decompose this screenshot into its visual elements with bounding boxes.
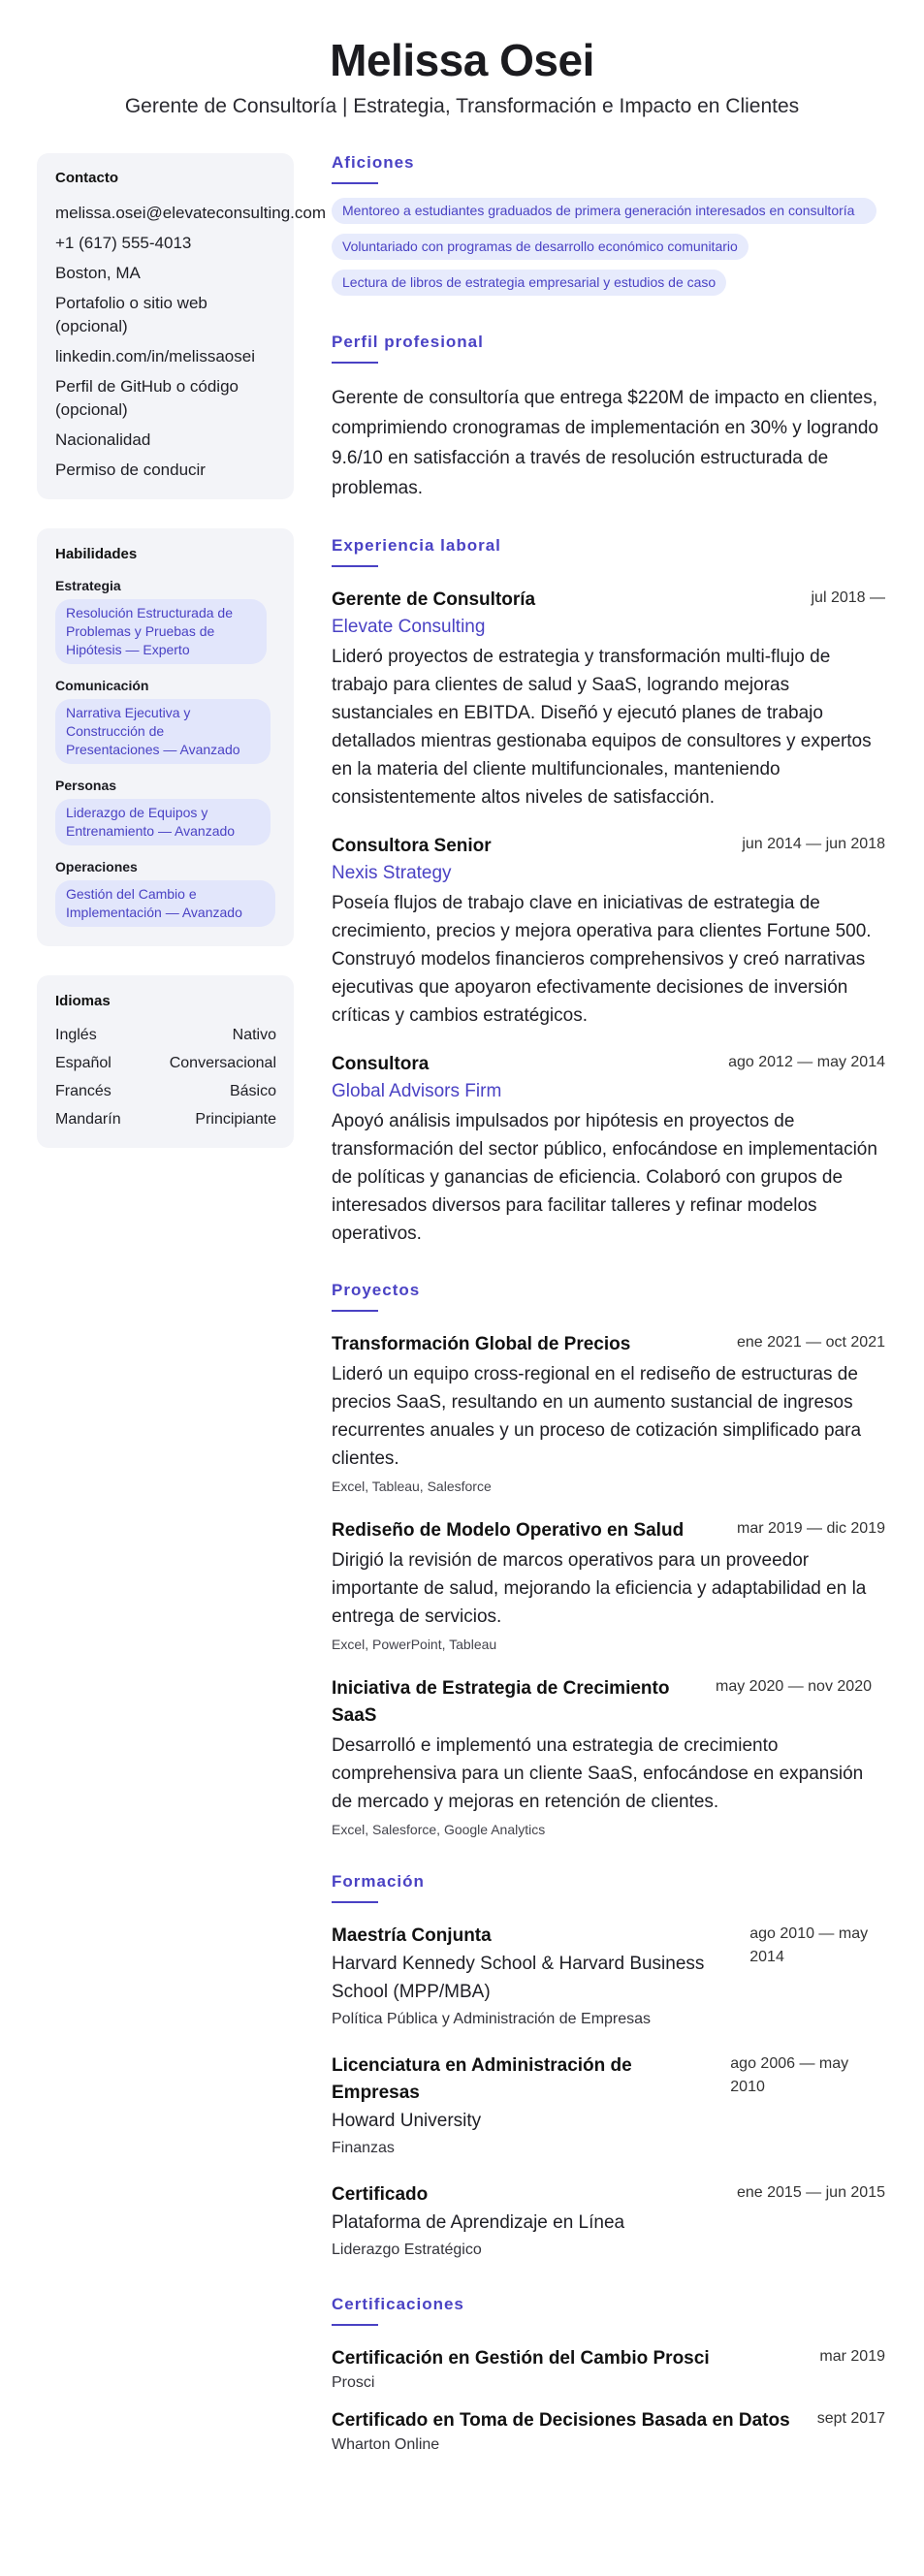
field-of-study: Finanzas [332, 2140, 395, 2156]
section-divider [332, 1310, 378, 1312]
hobby-chip: Mentoreo a estudiantes graduados de primera generación interesados en consultoría [332, 198, 876, 224]
contact-heading: Contacto [55, 170, 118, 186]
project-date: mar 2019 — dic 2019 [737, 1520, 885, 1537]
degree-title: Maestría Conjunta [332, 1925, 492, 1946]
project-description: Dirigió la revisión de marcos operativos para un proveedor importante de salud, mejorando la eficiencia y adaptabilidad en la entrega de servicios. [332, 1550, 867, 1627]
degree-title: Licenciatura en Administración de Empresas [332, 2055, 632, 2103]
section-divider [332, 1901, 378, 1903]
skill-chip: Resolución Estructurada de Problemas y Pruebas de Hipótesis — Experto [55, 599, 267, 664]
certification-entry [332, 2407, 885, 2456]
skill-group-title: Operaciones [55, 859, 138, 875]
project-title: Rediseño de Modelo Operativo en Salud [332, 1520, 685, 1541]
company-name: Elevate Consulting [332, 617, 486, 637]
language-name: Mandarín [55, 1111, 121, 1128]
projects-section [332, 1281, 885, 1839]
profile-section [332, 333, 885, 503]
job-description: Poseía flujos de trabajo clave en iniciativas de estrategia de crecimiento, precios y mejora operativa para clientes Fortune 500. Construyó modelos financieros comprehensivos y creó narrativas ejecutivas que apoyaron efectivamente decisiones de inversión críticas y cambios estratégicos. [332, 893, 872, 1026]
language-level: Nativo [232, 1027, 276, 1043]
job-title: Consultora Senior [332, 836, 492, 856]
section-title: Perfil profesional [332, 333, 484, 351]
company-name: Nexis Strategy [332, 863, 452, 883]
sidebar [37, 153, 326, 1177]
company-name: Global Advisors Firm [332, 1081, 502, 1101]
contact-portfolio[interactable]: Portafolio o sitio web (opcional) [55, 294, 207, 335]
hobby-chip: Lectura de libros de estrategia empresarial y estudios de caso [332, 270, 726, 296]
contact-location: Boston, MA [55, 264, 141, 282]
education-entry [332, 1923, 885, 2031]
school-name: Harvard Kennedy School & Harvard Business School (MPP/MBA) [332, 1954, 705, 2002]
section-divider [332, 182, 378, 184]
job-date: ago 2012 — may 2014 [728, 1054, 885, 1070]
main-content [332, 153, 885, 2489]
job-description: Lideró proyectos de estrategia y transformación multi-flujo de trabajo para clientes de salud y SaaS, logrando mejoras sustanciales en EBITDA. Diseñó y ejecutó planes de trabajo detallados mientras gestionaba equipos de consultores y expertos en la materia del cliente multifuncionales, manteniendo consistentemente altos niveles de satisfacción. [332, 647, 872, 808]
experience-entry [332, 587, 885, 811]
education-date: ene 2015 — jun 2015 [736, 2184, 885, 2201]
language-row [55, 1053, 276, 1074]
skill-group [55, 859, 276, 927]
school-name: Plataforma de Aprendizaje en Línea [332, 2212, 625, 2233]
experience-entry [332, 1051, 885, 1248]
contact-linkedin[interactable]: linkedin.com/in/melissaosei [55, 347, 255, 366]
project-tools: Excel, PowerPoint, Tableau [332, 1637, 497, 1652]
section-divider [332, 2324, 378, 2326]
languages-heading: Idiomas [55, 993, 111, 1009]
certifications-section [332, 2295, 885, 2456]
education-section [332, 1872, 885, 2262]
certification-issuer: Wharton Online [332, 2436, 440, 2453]
field-of-study: Política Pública y Administración de Empresas [332, 2011, 652, 2027]
certification-issuer: Prosci [332, 2374, 375, 2391]
project-date: ene 2021 — oct 2021 [736, 1334, 885, 1351]
language-level: Conversacional [169, 1055, 276, 1071]
contact-phone[interactable]: +1 (617) 555-4013 [55, 234, 192, 252]
section-title: Experiencia laboral [332, 536, 501, 555]
language-name: Inglés [55, 1027, 97, 1043]
contact-driving-license: Permiso de conducir [55, 461, 206, 479]
certification-name: Certificación en Gestión del Cambio Prosci [332, 2348, 710, 2369]
education-entry [332, 2181, 885, 2262]
skill-chip: Liderazgo de Equipos y Entrenamiento — Avanzado [55, 799, 271, 845]
experience-entry [332, 833, 885, 1030]
languages-card [37, 975, 294, 1148]
section-title: Aficiones [332, 153, 415, 172]
skill-group-title: Personas [55, 778, 117, 793]
field-of-study: Liderazgo Estratégico [332, 2242, 482, 2258]
education-date: ago 2006 — may 2010 [730, 2055, 849, 2095]
language-row [55, 1081, 276, 1102]
project-tools: Excel, Salesforce, Google Analytics [332, 1822, 546, 1837]
skills-heading: Habilidades [55, 546, 138, 562]
project-entry [332, 1331, 885, 1496]
certification-entry [332, 2345, 885, 2394]
contact-github[interactable]: Perfil de GitHub o código (opcional) [55, 377, 239, 419]
job-title: Consultora [332, 1054, 430, 1074]
project-description: Lideró un equipo cross-regional en el rediseño de estructuras de precios SaaS, resultando en un aumento sustancial de ingresos recurrentes anuales y un proceso de cotización simplificado para clientes. [332, 1364, 862, 1469]
profile-summary: Gerente de consultoría que entrega $220M de impacto en clientes, comprimiendo cronogramas de implementación en 30% y logrando 9.6/10 en satisfacción a través de resolución estructurada de problemas. [332, 388, 878, 498]
experience-section [332, 536, 885, 1248]
section-divider [332, 362, 378, 364]
skills-card [37, 528, 294, 946]
language-row [55, 1109, 276, 1130]
person-name: Melissa Osei [330, 35, 594, 85]
job-description: Apoyó análisis impulsados por hipótesis en proyectos de transformación del sector público, enfocándose en implementación de políticas y ganancias de eficiencia. Colaboró con grupos de interesados diversos para facilitar talleres y refinar modelos operativos. [332, 1111, 877, 1244]
skill-group [55, 678, 276, 764]
hobbies-section [332, 153, 885, 305]
certification-name: Certificado en Toma de Decisiones Basada en Datos [332, 2410, 790, 2431]
contact-card [37, 153, 326, 499]
skill-group [55, 578, 276, 664]
project-tools: Excel, Tableau, Salesforce [332, 1479, 492, 1494]
language-name: Francés [55, 1083, 112, 1099]
section-title: Formación [332, 1872, 425, 1891]
job-title: Gerente de Consultoría [332, 589, 536, 610]
project-entry [332, 1675, 885, 1839]
project-title: Transformación Global de Precios [332, 1334, 631, 1354]
resume-header [0, 0, 924, 120]
language-name: Español [55, 1055, 112, 1071]
professional-title: Gerente de Consultoría | Estrategia, Transformación e Impacto en Clientes [124, 95, 800, 117]
skill-chip: Narrativa Ejecutiva y Construcción de Presentaciones — Avanzado [55, 699, 271, 764]
degree-title: Certificado [332, 2184, 429, 2205]
section-title: Proyectos [332, 1281, 421, 1299]
job-date: jul 2018 — [811, 589, 885, 606]
certification-date: mar 2019 [819, 2348, 885, 2365]
job-date: jun 2014 — jun 2018 [742, 836, 885, 852]
language-level: Básico [229, 1083, 276, 1099]
education-entry [332, 2052, 885, 2160]
project-title: Iniciativa de Estrategia de Crecimiento SaaS [332, 1678, 670, 1726]
language-level: Principiante [195, 1111, 276, 1128]
skill-chip: Gestión del Cambio e Implementación — Avanzado [55, 880, 275, 927]
language-row [55, 1025, 276, 1046]
skill-group-title: Estrategia [55, 578, 121, 593]
section-title: Certificaciones [332, 2295, 464, 2313]
school-name: Howard University [332, 2111, 482, 2131]
project-date: may 2020 — nov 2020 [716, 1678, 872, 1695]
contact-nationality: Nacionalidad [55, 430, 151, 449]
project-entry [332, 1517, 885, 1654]
skill-group-title: Comunicación [55, 678, 149, 693]
project-description: Desarrolló e implementó una estrategia de crecimiento comprehensiva para un cliente SaaS, enfocándose en expansión de mercado y mejoras en retención de clientes. [332, 1735, 864, 1812]
certification-date: sept 2017 [816, 2410, 885, 2427]
section-divider [332, 565, 378, 567]
skill-group [55, 778, 276, 845]
contact-email[interactable]: melissa.osei@elevateconsulting.com [55, 204, 326, 222]
hobby-chip: Voluntariado con programas de desarrollo económico comunitario [332, 234, 749, 260]
education-date: ago 2010 — may 2014 [749, 1925, 869, 1965]
